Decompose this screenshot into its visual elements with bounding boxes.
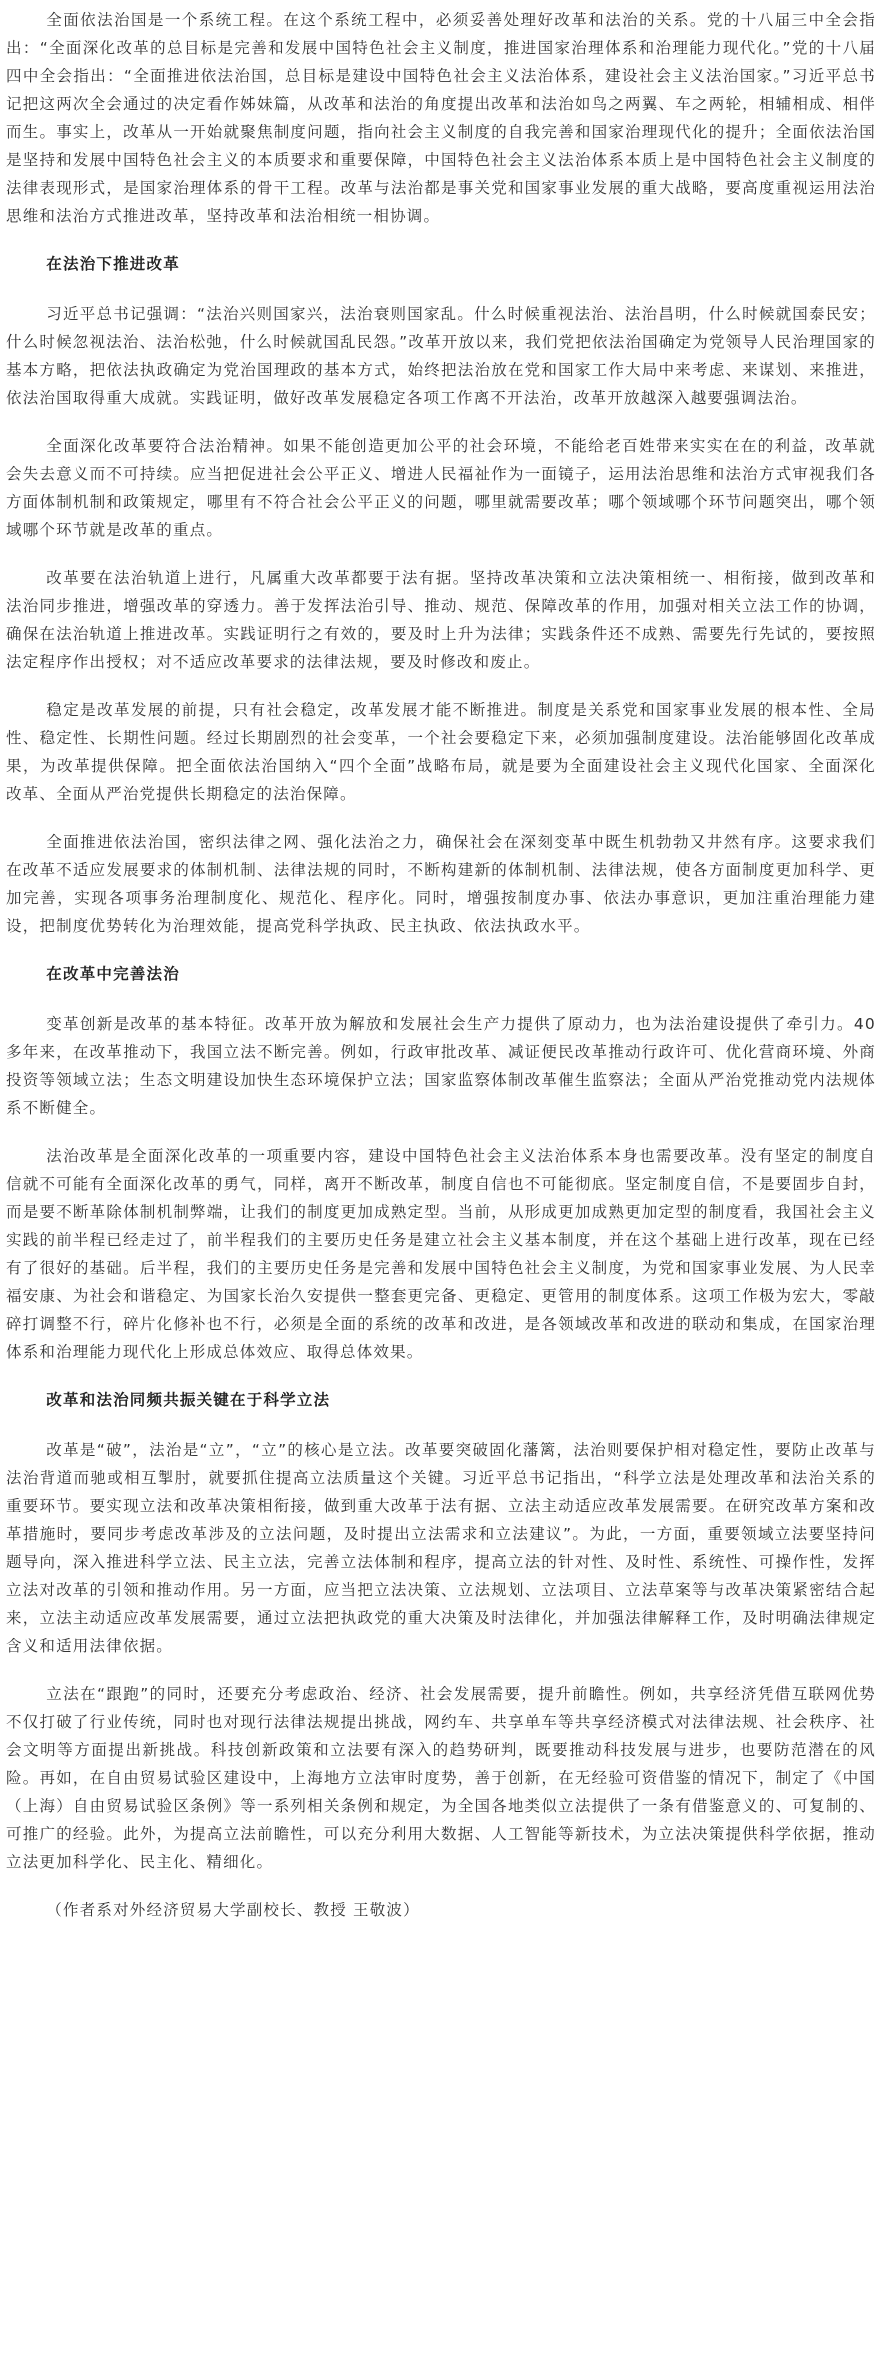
section-improve-rule-of-law-in-reform	[6, 960, 876, 1366]
author-byline: （作者系对外经济贸易大学副校长、教授 王敬波）	[46, 1901, 420, 1919]
section-reform-under-rule-of-law	[6, 250, 876, 940]
body-paragraph: 法治改革是全面深化改革的一项重要内容，建设中国特色社会主义法治体系本身也需要改革。没有坚定的制度自信就不可能有全面深化改革的勇气，同样，离开不断改革，制度自信也不可能彻底。坚定制度自信，不是要固步自封，而是要不断革除体制机制弊端，让我们的制度更加成熟定型。当前，从形成更加成熟更加定型的制度看，我国社会主义实践的前半程已经走过了，前半程我们的主要历史任务是建立社会主义基本制度，并在这个基础上进行改革，现在已经有了很好的基础。后半程，我们的主要历史任务是完善和发展中国特色社会主义制度，为党和国家事业发展、为人民幸福安康、为社会和谐稳定、为国家长治久安提供一整套更完备、更稳定、更管用的制度体系。这项工作极为宏大，零敲碎打调整不行，碎片化修补也不行，必须是全面的系统的改革和改进，是各领域改革和改进的联动和集成，在国家治理体系和治理能力现代化上形成总体效应、取得总体效果。	[6, 1147, 876, 1361]
body-paragraph: 立法在“跟跑”的同时，还要充分考虑政治、经济、社会发展需要，提升前瞻性。例如，共享经济凭借互联网优势不仅打破了行业传统，同时也对现行法律法规提出挑战，网约车、共享单车等共享经济模式对法律法规、社会秩序、社会文明等方面提出新挑战。科技创新政策和立法要有深入的趋势研判，既要推动科技发展与进步，也要防范潜在的风险。再如，在自由贸易试验区建设中，上海地方立法审时度势，善于创新，在无经验可资借鉴的情况下，制定了《中国（上海）自由贸易试验区条例》等一系列相关条例和规定，为全国各地类似立法提供了一条有借鉴意义的、可复制的、可推广的经验。此外，为提高立法前瞻性，可以充分利用大数据、人工智能等新技术，为立法决策提供科学依据，推动立法更加科学化、民主化、精细化。	[6, 1685, 876, 1871]
section-scientific-legislation	[6, 1386, 876, 1876]
body-paragraph: 习近平总书记强调：“法治兴则国家兴，法治衰则国家乱。什么时候重视法治、法治昌明，什么时候就国泰民安；什么时候忽视法治、法治松弛，什么时候就国乱民怨。”改革开放以来，我们党把依法治国确定为党领导人民治理国家的基本方略，把依法执政确定为党治国理政的基本方式，始终把法治放在党和国家工作大局中来考虑、来谋划、来推进，依法治国取得重大成就。实践证明，做好改革发展稳定各项工作离不开法治，改革开放越深入越要强调法治。	[6, 305, 876, 407]
body-paragraph: 稳定是改革发展的前提，只有社会稳定，改革发展才能不断推进。制度是关系党和国家事业发展的根本性、全局性、稳定性、长期性问题。经过长期剧烈的社会变革，一个社会要稳定下来，必须加强制度建设。法治能够固化改革成果，为改革提供保障。把全面依法治国纳入“四个全面”战略布局，就是要为全面建设社会主义现代化国家、全面深化改革、全面从严治党提供长期稳定的法治保障。	[6, 701, 876, 803]
body-paragraph: 改革要在法治轨道上进行，凡属重大改革都要于法有据。坚持改革决策和立法决策相统一、相衔接，做到改革和法治同步推进，增强改革的穿透力。善于发挥法治引导、推动、规范、保障改革的作用，加强对相关立法工作的协调，确保在法治轨道上推进改革。实践证明行之有效的，要及时上升为法律；实践条件还不成熟、需要先行先试的，要按照法定程序作出授权；对不适应改革要求的法律法规，要及时修改和废止。	[6, 569, 876, 671]
body-paragraph: 变革创新是改革的基本特征。改革开放为解放和发展社会生产力提供了原动力，也为法治建设提供了牵引力。40多年来，在改革推动下，我国立法不断完善。例如，行政审批改革、减证便民改革推动行政许可、优化营商环境、外商投资等领域立法；生态文明建设加快生态环境保护立法；国家监察体制改革催生监察法；全面从严治党推动党内法规体系不断健全。	[6, 1015, 876, 1117]
body-paragraph: 改革是“破”，法治是“立”，“立”的核心是立法。改革要突破固化藩篱，法治则要保护相对稳定性，要防止改革与法治背道而驰或相互掣肘，就要抓住提高立法质量这个关键。习近平总书记指出，“科学立法是处理改革和法治关系的重要环节。要实现立法和改革决策相衔接，做到重大改革于法有据、立法主动适应改革发展需要。在研究改革方案和改革措施时，要同步考虑改革涉及的立法问题，及时提出立法需求和立法建议”。为此，一方面，重要领域立法要坚持问题导向，深入推进科学立法、民主立法，完善立法体制和程序，提高立法的针对性、及时性、系统性、可操作性，发挥立法对改革的引领和推动作用。另一方面，应当把立法决策、立法规划、立法项目、立法草案等与改革决策紧密结合起来，立法主动适应改革发展需要，通过立法把执政党的重大决策及时法律化，并加强法律解释工作，及时明确法律规定含义和适用法律依据。	[6, 1441, 876, 1655]
body-paragraph: 全面深化改革要符合法治精神。如果不能创造更加公平的社会环境，不能给老百姓带来实实在在的利益，改革就会失去意义而不可持续。应当把促进社会公平正义、增进人民福祉作为一面镜子，运用法治思维和法治方式审视我们各方面体制机制和政策规定，哪里有不符合社会公平正义的问题，哪里就需要改革；哪个领域哪个环节问题突出，哪个领域哪个环节就是改革的重点。	[6, 437, 876, 539]
section-heading: 在法治下推进改革	[46, 255, 180, 273]
section-heading: 改革和法治同频共振关键在于科学立法	[46, 1391, 331, 1409]
intro-paragraph: 全面依法治国是一个系统工程。在这个系统工程中，必须妥善处理好改革和法治的关系。党的十八届三中全会指出：“全面深化改革的总目标是完善和发展中国特色社会主义制度，推进国家治理体系和治理能力现代化。”党的十八届四中全会指出：“全面推进依法治国，总目标是建设中国特色社会主义法治体系，建设社会主义法治国家。”习近平总书记把这两次全会通过的决定看作姊妹篇，从改革和法治的角度提出改革和法治如鸟之两翼、车之两轮，相辅相成、相伴而生。事实上，改革从一开始就聚焦制度问题，指向社会主义制度的自我完善和国家治理现代化的提升；全面依法治国是坚持和发展中国特色社会主义的本质要求和重要保障，中国特色社会主义法治体系本质上是中国特色社会主义制度的法律表现形式，是国家治理体系的骨干工程。改革与法治都是事关党和国家事业发展的重大战略，要高度重视运用法治思维和法治方式推进改革，坚持改革和法治相统一相协调。	[6, 11, 876, 225]
section-heading: 在改革中完善法治	[46, 965, 180, 983]
body-paragraph: 全面推进依法治国，密织法律之网、强化法治之力，确保社会在深刻变革中既生机勃勃又井然有序。这要求我们在改革不适应发展要求的体制机制、法律法规的同时，不断构建新的体制机制、法律法规，使各方面制度更加科学、更加完善，实现各项事务治理制度化、规范化、程序化。同时，增强按制度办事、依法办事意识，更加注重治理能力建设，把制度优势转化为治理效能，提高党科学执政、民主执政、依法执政水平。	[6, 833, 876, 935]
